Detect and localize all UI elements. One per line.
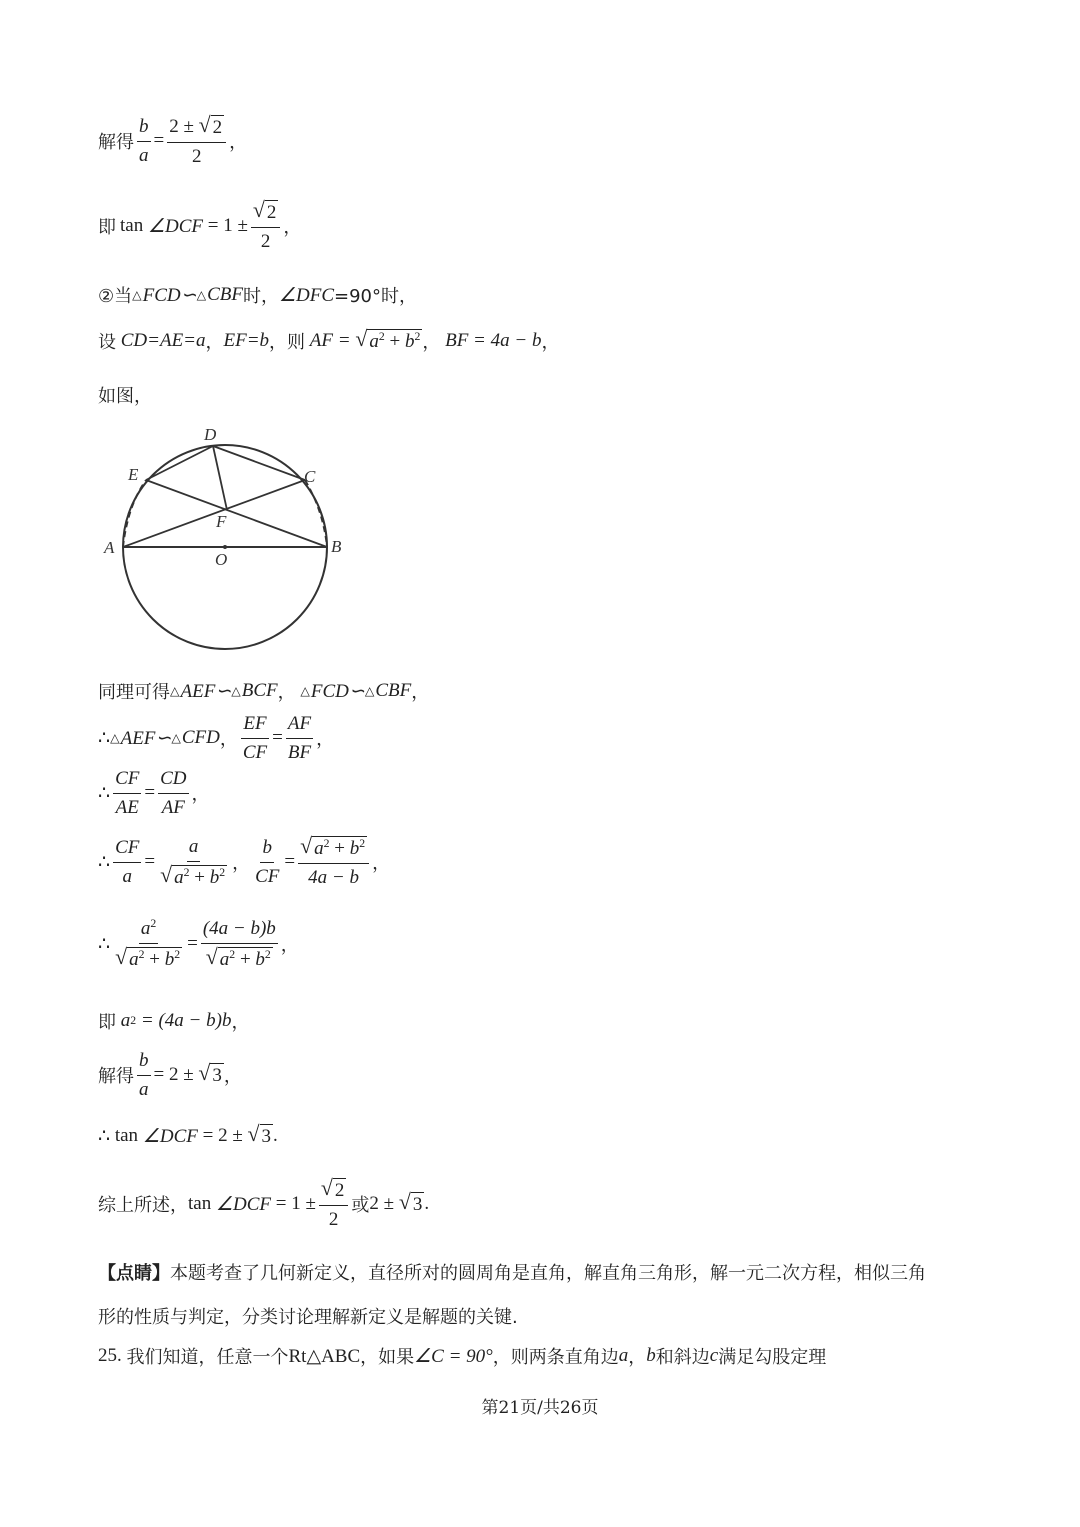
arc-cb-dashed: [305, 480, 327, 547]
label-d: D: [204, 425, 217, 444]
line-case-2: ②当 △ FCD∽ △ CBF 时， ∠DFC =90°时，: [98, 284, 417, 307]
comment-label: 【点睛】: [98, 1263, 170, 1284]
line-solve-ratio-2: 解得 $\frac{b}{a}$ = 2 ± √ 3 ，: [98, 1050, 242, 1100]
line-similar-same: 同理可得 △ AEF∽ △ BCF ， △ FCD∽ △ CBF ，: [98, 680, 430, 703]
line-tan-result-2: ∴ tan ∠DCF = 2 ± √ 3 .: [98, 1122, 278, 1147]
line-as-figure: 如图，: [98, 386, 152, 407]
circle-figure: [98, 420, 358, 660]
line-solve-ratio-1: 解得 $\frac{b}{a}$ = 2 ± √ 2 2 ，: [98, 113, 248, 167]
line-summary: 综上所述， tan ∠DCF = 1 ± √ 2 2 或 2 ± √ 3 .: [98, 1176, 430, 1230]
line-tan-result-1: 即 tan ∠DCF = 1 ± √ 2 2 ，: [98, 198, 302, 252]
line-therefore-1: ∴ △ AEF∽ △ CFD ， $\frac{EF}{CF}$ = $\frac{AF}{BF}$ ，: [98, 713, 335, 763]
line-therefore-3: ∴ $\frac{CF}{a}$ = a √ $a^2 + b^2$ ， $\frac{b}{CF}$ = √ $a^2 + b^2$ 4a − b ，: [98, 834, 391, 888]
fraction-b-over-a: $\frac{b}{a}$: [139, 116, 149, 166]
label-a: A: [104, 538, 115, 557]
center-dot: [223, 545, 227, 549]
segment-ac: [123, 480, 305, 547]
line-equation: 即 a 2 = (4a − b)b ，: [98, 1010, 250, 1033]
fraction-sqrt2-over-2: √ 2 2: [251, 200, 281, 253]
segment-ed: [146, 446, 213, 480]
label-e: E: [128, 465, 139, 484]
label-c: C: [304, 467, 316, 486]
line-comment-1: 【点睛】 本题考查了几何新定义，直径所对的圆周角是直角，解直角三角形，解一元二次方程，相似三角: [98, 1259, 926, 1285]
label-b: B: [331, 537, 342, 556]
line-set-variables: 设 CD=AE=a ， EF=b ，则 AF = √ $a^2 + b^2$ ， BF = 4a − b ，: [98, 327, 560, 353]
arc-ae-dashed: [123, 480, 146, 547]
fraction-result: 2 ± √ 2 2: [167, 115, 226, 168]
segment-df: [213, 446, 227, 510]
line-therefore-4: ∴ $a^2$ √ $a^2 + b^2$ = (4a − b)b √ $a^2 + b^2$ ，: [98, 916, 299, 970]
label-o: O: [215, 550, 228, 569]
line-therefore-2: ∴ $\frac{CF}{AE}$ = $\frac{CD}{AF}$ ，: [98, 768, 210, 818]
page-footer: 第21页/共26页: [481, 1398, 599, 1418]
line-comment-2: 形的性质与判定，分类讨论理解新定义是解题的关键.: [98, 1307, 518, 1328]
question-25: 25. 我们知道，任意一个 Rt△ABC ，如果 ∠C = 90° ，则两条直角边 a ， b 和斜边 c 满足勾股定理: [98, 1345, 827, 1368]
segment-eb: [146, 480, 327, 547]
question-number: 25.: [98, 1345, 122, 1366]
label-f: F: [216, 512, 227, 531]
